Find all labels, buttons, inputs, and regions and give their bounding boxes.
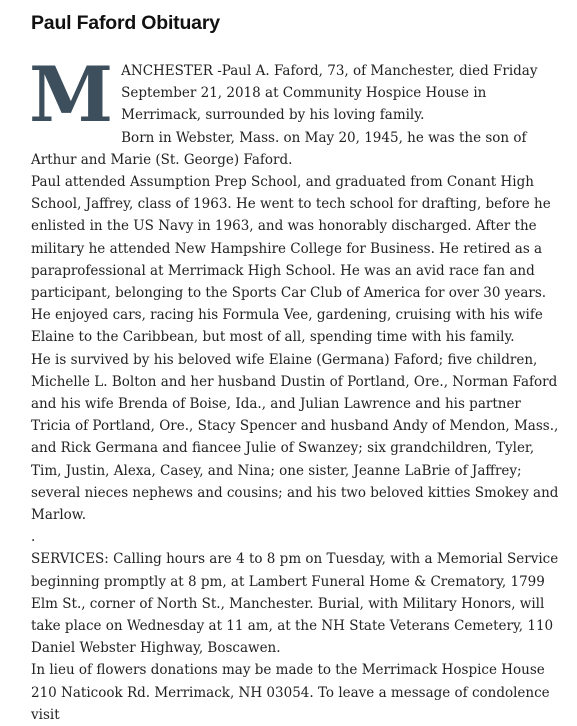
lead-paragraph [29, 50, 561, 139]
article-body [29, 50, 561, 726]
lead-paragraph-text: ANCHESTER -Paul A. Faford, 73, of Manchester, died Friday September 21, 2018 at Community Hospice House in Merrimack, surrounded by his loving family. [121, 63, 538, 124]
donations-paragraph: In lieu of flowers donations may be made to the Merrimack Hospice House 210 Naticook Rd. Merrimack, NH 03054. To leave a message of condolence visit [31, 662, 550, 723]
biography-paragraph: Paul attended Assumption Prep School, and graduated from Conant High School, Jaffrey, class of 1963. He went to tech school for drafting, before he enlisted in the US Navy in 1963, and was honorably discharged. After the military he attended New Hampshire College for Business. He retired as a paraprofessional at Merrimack High School. He was an avid race fan and participant, belonging to the Sports Car Club of America for over 30 years. He enjoyed cars, racing his Formula Vee, gardening, cruising with his wife Elaine to the Caribbean, but most of all, spending time with his family. [31, 174, 551, 346]
birth-paragraph: Born in Webster, Mass. on May 20, 1945, he was the son of Arthur and Marie (St. George) Faford. [31, 129, 527, 168]
drop-cap: M [29, 50, 114, 139]
separator-dot: . [31, 529, 36, 546]
services-paragraph: SERVICES: Calling hours are 4 to 8 pm on Tuesday, with a Memorial Service beginning promptly at 8 pm, at Lambert Funeral Home & Crematory, 1799 Elm St., corner of North St., Manchester. Burial, with Military Honors, will take place on Wednesday at 11 am, at the NH State Veterans Cemetery, 110 Daniel Webster Highway, Boscawen. [31, 551, 559, 657]
survivors-paragraph: He is survived by his beloved wife Elaine (Germana) Faford; five children, Michelle L. Bolton and her husband Dustin of Portland, Ore., Norman Faford and his wife Brenda of Boise, Ida., and Julian Lawrence and his partner Tricia of Portland, Ore., Stacy Spencer and husband Andy of Mendon, Mass., and Rick Germana and fiancee Julie of Swanzey; six grandchildren, Tyler, Tim, Justin, Alexa, Casey, and Nina; one sister, Jeanne LaBrie of Jaffrey; several nieces nephews and cousins; and his two beloved kitties Smokey and Marlow. [31, 351, 559, 524]
page-title: Paul Faford Obituary [31, 12, 220, 34]
